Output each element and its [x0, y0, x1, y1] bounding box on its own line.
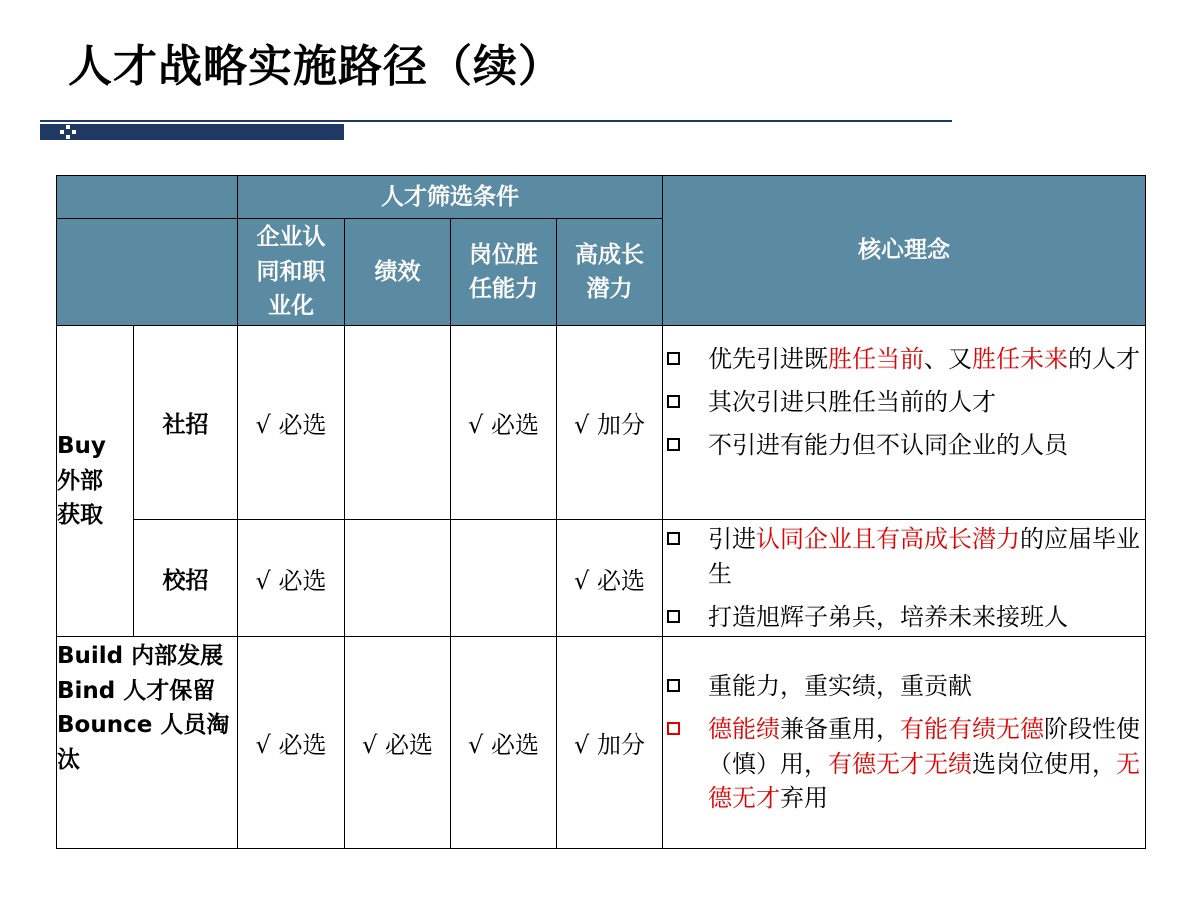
checkbox-square-icon: [667, 438, 680, 451]
mark-cell: √ 必选: [238, 326, 345, 520]
checkbox-square-red-icon: [667, 722, 680, 735]
checkbox-square-icon: [667, 679, 680, 692]
diamond-dots-icon: [60, 125, 76, 139]
checkbox-square-icon: [667, 610, 680, 623]
title-accent-bar: [40, 124, 344, 140]
row-label-build: Build 内部发展 Bind 人才保留 Bounce 人员淘汰: [57, 637, 238, 849]
header-core-philosophy: 核心理念: [663, 176, 1146, 326]
title-underline: [40, 120, 952, 122]
list-item: 其次引进只胜任当前的人才: [663, 385, 1145, 420]
row-label-buy: Buy 外部 获取: [57, 326, 134, 637]
sublabel-social-recruit: 社招: [134, 326, 238, 520]
mark-cell: √ 必选: [557, 520, 663, 637]
mark-cell: √ 加分: [557, 326, 663, 520]
page-title: 人才战略实施路径（续）: [68, 41, 563, 92]
mark-cell: √ 必选: [238, 520, 345, 637]
mark-cell: [345, 326, 451, 520]
list-item: 打造旭辉子弟兵，培养未来接班人: [663, 600, 1145, 635]
checkbox-square-icon: [667, 352, 680, 365]
core-build: [663, 637, 1146, 849]
talent-strategy-table: [56, 175, 1146, 849]
list-item: 德能绩兼备重用，有能有绩无德阶段性使（慎）用，有德无才无绩选岗位使用，无德无才弃用: [663, 712, 1145, 816]
header-corner-bottom: [57, 219, 238, 326]
core-social-recruit: [663, 326, 1146, 520]
core-campus-recruit: [663, 520, 1146, 637]
mark-cell: √ 加分: [557, 637, 663, 849]
mark-cell: √ 必选: [451, 637, 557, 849]
mark-cell: √ 必选: [451, 326, 557, 520]
sublabel-campus-recruit: 校招: [134, 520, 238, 637]
mark-cell: [345, 520, 451, 637]
list-item: 引进认同企业且有高成长潜力的应届毕业生: [663, 522, 1145, 592]
list-item: 优先引进既胜任当前、又胜任未来的人才: [663, 342, 1145, 377]
mark-cell: [451, 520, 557, 637]
header-screening-conditions: 人才筛选条件: [238, 176, 663, 219]
mark-cell: √ 必选: [238, 637, 345, 849]
header-col-identity: 企业认 同和职 业化: [238, 219, 345, 326]
checkbox-square-icon: [667, 532, 680, 545]
mark-cell: √ 必选: [345, 637, 451, 849]
list-item: 不引进有能力但不认同企业的人员: [663, 428, 1145, 463]
header-col-performance: 绩效: [345, 219, 451, 326]
header-corner-top: [57, 176, 238, 219]
header-col-potential: 高成长 潜力: [557, 219, 663, 326]
list-item: 重能力，重实绩，重贡献: [663, 669, 1145, 704]
checkbox-square-icon: [667, 395, 680, 408]
header-col-competency: 岗位胜 任能力: [451, 219, 557, 326]
